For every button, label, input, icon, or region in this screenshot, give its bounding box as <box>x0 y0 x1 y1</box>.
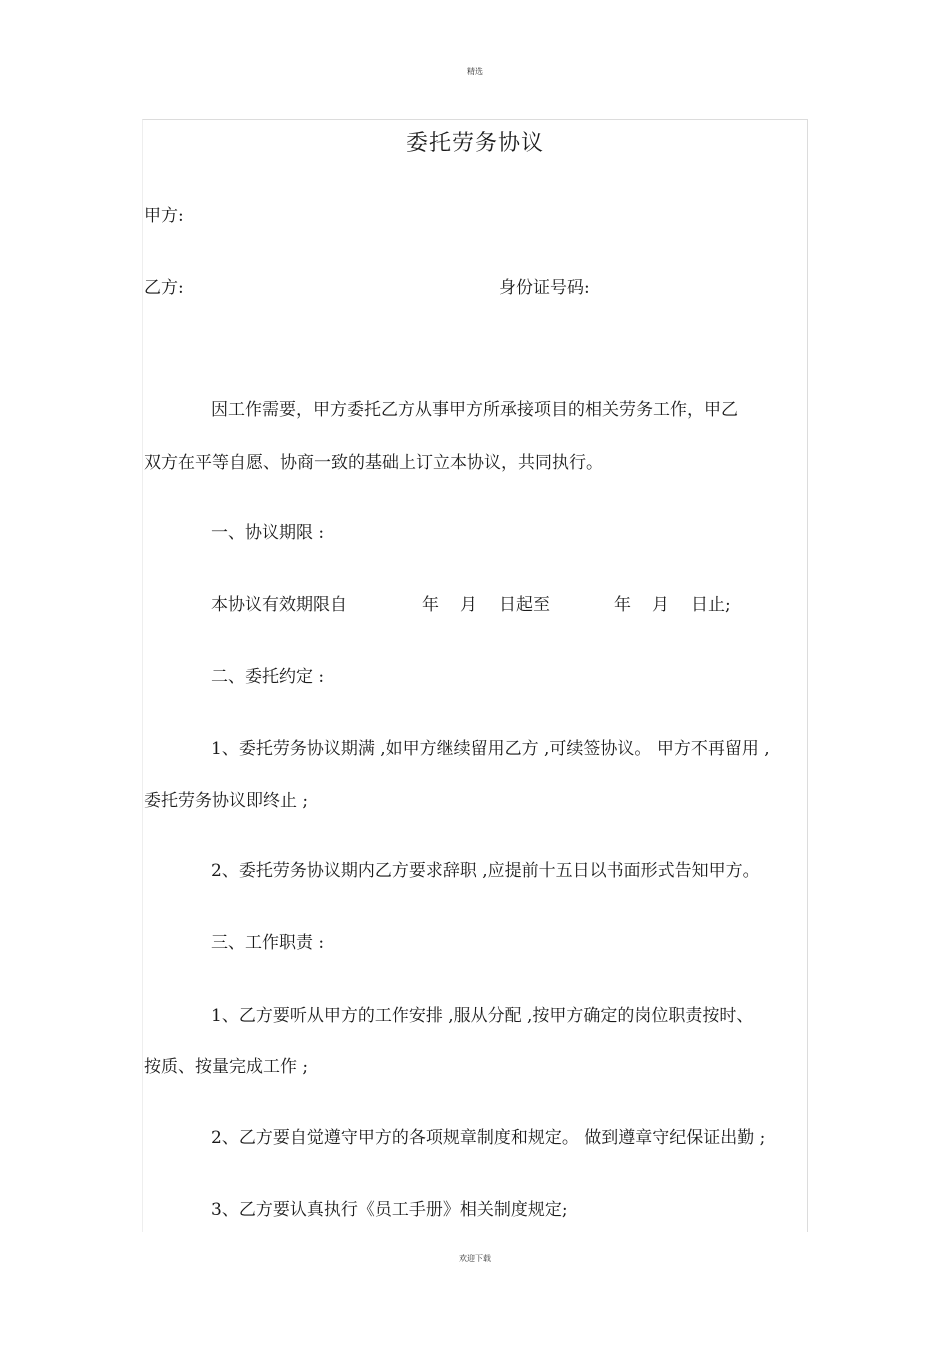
party-b-label: 乙方: <box>144 278 184 298</box>
section2-item1-line2: 委托劳务协议即终止 ; <box>144 791 309 811</box>
section3-item1-line2: 按质、按量完成工作 ; <box>144 1057 309 1077</box>
term-day-from: 日起至 <box>499 595 550 615</box>
section2-item2: 2、委托劳务协议期内乙方要求辞职 ,应提前十五日以书面形式告知甲方。 <box>211 861 760 881</box>
intro-paragraph-line2: 双方在平等自愿、协商一致的基础上订立本协议，共同执行。 <box>144 453 603 473</box>
term-prefix: 本协议有效期限自 <box>211 595 347 615</box>
header-watermark: 精选 <box>467 67 483 76</box>
section3-item1-line1: 1、乙方要听从甲方的工作安排 ,服从分配 ,按甲方确定的岗位职责按时、 <box>211 1006 754 1026</box>
term-day-to: 日止; <box>691 595 731 615</box>
document-title: 委托劳务协议 <box>405 131 544 156</box>
id-number-label: 身份证号码: <box>499 278 590 298</box>
section2-item1-line1: 1、委托劳务协议期满 ,如甲方继续留用乙方 ,可续签协议。 甲方不再留用 , <box>211 739 770 759</box>
section3-item2: 2、乙方要自觉遵守甲方的各项规章制度和规定。 做到遵章守纪保证出勤 ; <box>211 1128 766 1148</box>
party-a-label: 甲方: <box>144 206 184 226</box>
term-month-from: 月 <box>460 595 477 615</box>
term-year-from: 年 <box>422 595 439 615</box>
term-month-to: 月 <box>652 595 669 615</box>
section3-item3: 3、乙方要认真执行《员工手册》相关制度规定; <box>211 1200 568 1220</box>
section1-heading: 一、协议期限 : <box>211 523 325 543</box>
footer-watermark: 欢迎下载 <box>459 1254 491 1263</box>
section3-heading: 三、工作职责 : <box>211 933 325 953</box>
intro-paragraph-line1: 因工作需要，甲方委托乙方从事甲方所承接项目的相关劳务工作，甲乙 <box>211 400 738 420</box>
term-year-to: 年 <box>614 595 631 615</box>
section2-heading: 二、委托约定 : <box>211 667 325 687</box>
